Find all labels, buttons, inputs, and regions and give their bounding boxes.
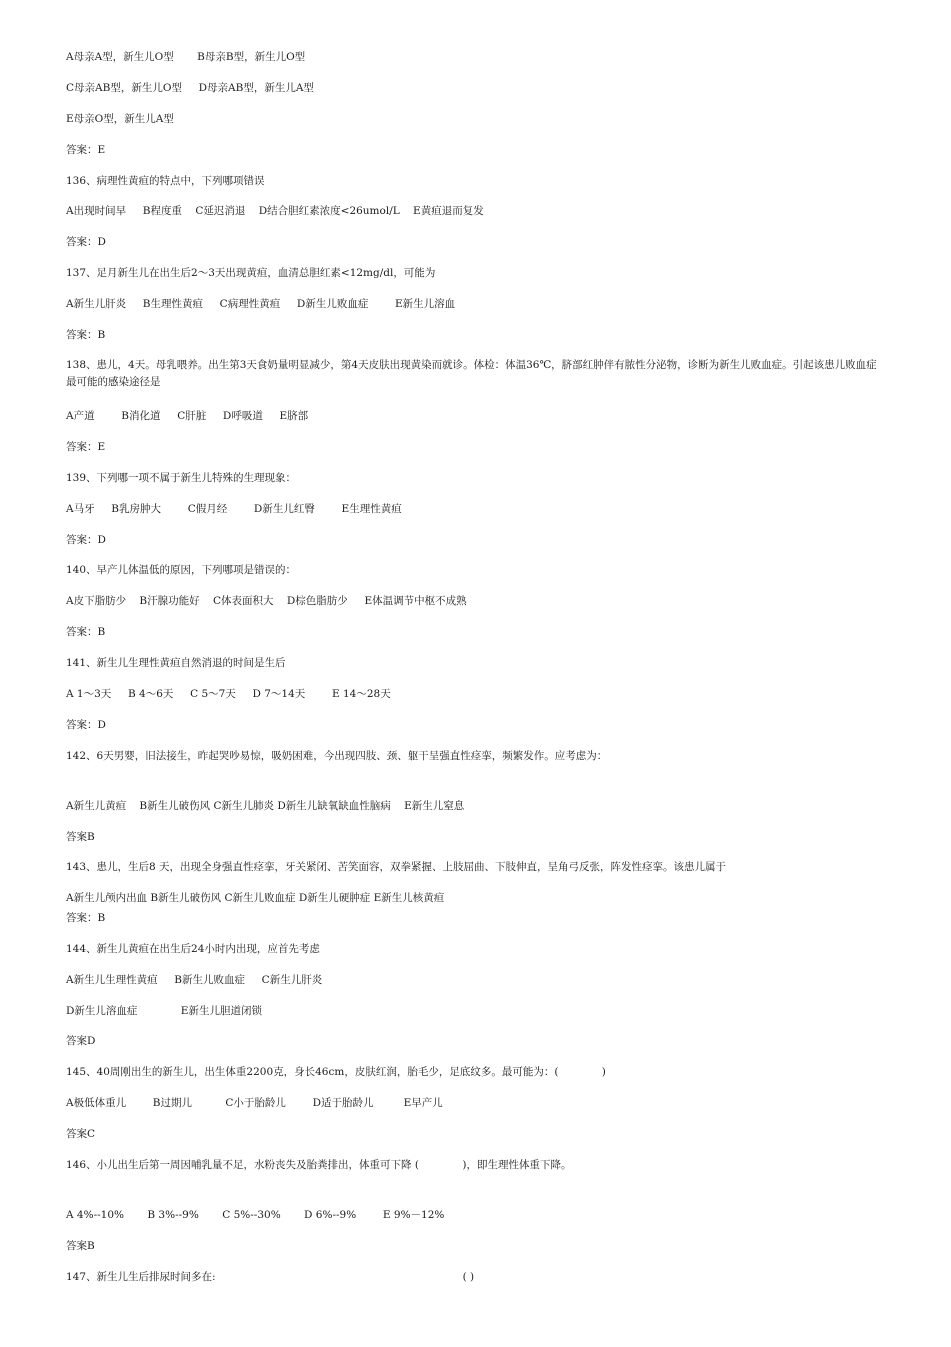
answer-line: 答案C [66,1128,96,1140]
option-line: A马牙 B乳房肿大 C假月经 D新生儿红臀 E生理性黄疸 [66,503,402,515]
option-line: A 4%--10% B 3%--9% C 5%--30% D 6%--9% E 9%－12% [66,1209,445,1221]
answer-line: 答案：B [66,329,106,341]
answer-line: 答案：D [66,534,106,546]
option-line: A极低体重儿 B过期儿 C小于胎龄儿 D适于胎龄儿 E早产儿 [66,1097,443,1109]
option-line: A新生儿颅内出血 B新生儿破伤风 C新生儿败血症 D新生儿硬肿症 E新生儿核黄疸 [66,892,445,904]
answer-line: 答案B [66,831,95,843]
question-136: 136、病理性黄疸的特点中，下列哪项错误 [66,175,265,187]
option-line: C母亲AB型，新生儿O型 D母亲AB型，新生儿A型 [66,82,314,94]
option-line: A新生儿生理性黄疸 B新生儿败血症 C新生儿肝炎 [66,974,323,986]
question-137: 137、足月新生儿在出生后2～3天出现黄疸，血清总胆红素<12mg/dl，可能为 [66,267,436,279]
option-line: A 1～3天 B 4～6天 C 5～7天 D 7～14天 E 14～28天 [66,688,391,700]
answer-line: 答案B [66,1240,95,1252]
answer-line: 答案：E [66,441,106,453]
answer-line: 答案D [66,1035,96,1047]
question-139: 139、下列哪一项不属于新生儿特殊的生理现象： [66,472,297,484]
option-line: A母亲A型，新生儿O型 B母亲B型，新生儿O型 [66,51,306,63]
question-145: 145、40周刚出生的新生儿，出生体重2200克，身长46cm，皮肤红润，胎毛少，足底纹多。最可能为：( ) [66,1066,606,1078]
question-138: 138、患儿，4天。母乳喂养。出生第3天食奶量明显减少，第4天皮肤出现黄染而就诊。体检：体温36℃，脐部红肿伴有脓性分泌物，诊断为新生儿败血症。引起该患儿败血症最可能的感染途径是 [66,359,877,388]
option-line: A出现时间早 B程度重 C延迟消退 D结合胆红素浓度<26umol/L E黄疸退而复发 [66,205,484,217]
question-141: 141、新生儿生理性黄疸自然消退的时间是生后 [66,657,286,669]
question-142: 142、6天男婴，旧法接生，昨起哭吵易惊，吸奶困难，今出现四肢、颈、躯干呈强直性痉挛，频繁发作。应考虑为： [66,750,608,762]
answer-line: 答案：B [66,626,106,638]
question-144: 144、新生儿黄疸在出生后24小时内出现，应首先考虑 [66,943,320,955]
answer-line: 答案：D [66,719,106,731]
option-line: A皮下脂肪少 B汗腺功能好 C体表面积大 D棕色脂肪少 E体温调节中枢不成熟 [66,595,467,607]
option-line: D新生儿溶血症 E新生儿胆道闭锁 [66,1005,262,1017]
question-146: 146、小儿出生后第一周因哺乳量不足，水粉丧失及胎粪排出，体重可下降 ( )，即生理性体重下降。 [66,1159,572,1171]
option-line: E母亲O型，新生儿A型 [66,113,174,125]
option-line: A新生儿黄疸 B新生儿破伤风 C新生儿肺炎 D新生儿缺氧缺血性脑病 E新生儿窒息 [66,800,465,812]
option-line: A产道 B消化道 C肝脏 D呼吸道 E脐部 [66,410,309,422]
question-143: 143、患儿，生后8 天，出现全身强直性痉挛，牙关紧闭、苦笑面容，双拳紧握、上肢屈曲、下肢伸直，呈角弓反张，阵发性痉挛。该患儿属于 [66,861,727,873]
question-147: 147、新生儿生后排尿时间多在: ( ) [66,1271,475,1283]
answer-line: 答案：B [66,912,106,924]
answer-line: 答案：D [66,236,106,248]
answer-line: 答案：E [66,144,106,156]
question-140: 140、早产儿体温低的原因，下列哪项是错误的： [66,564,297,576]
option-line: A新生儿肝炎 B生理性黄疸 C病理性黄疸 D新生儿败血症 E新生儿溶血 [66,298,456,310]
